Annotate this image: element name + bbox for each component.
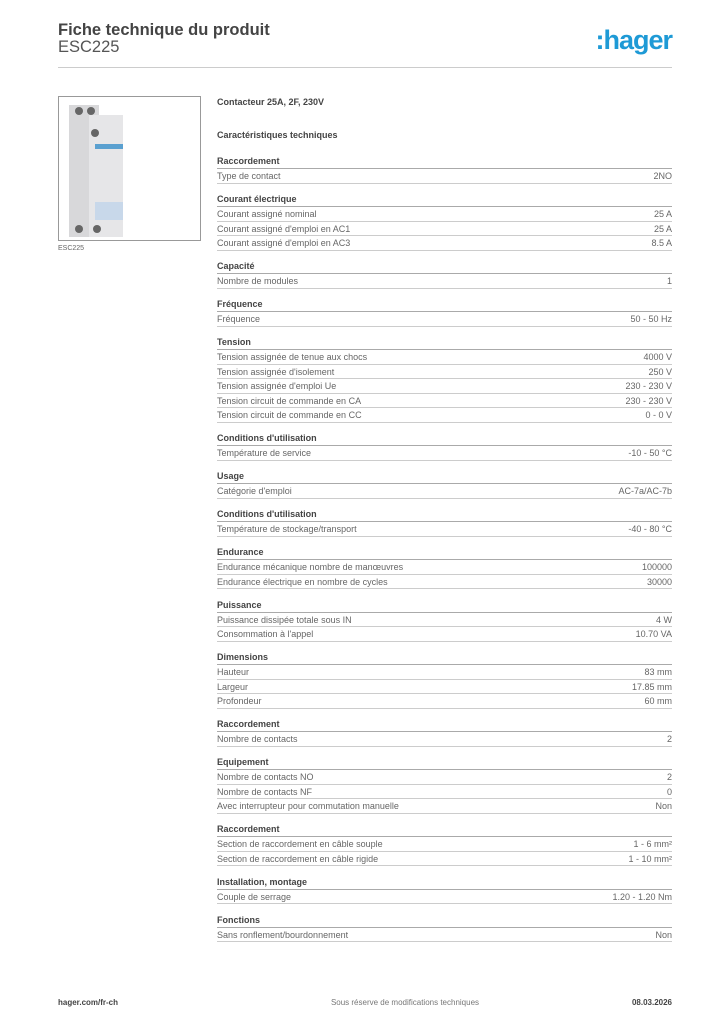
section-title: Conditions d'utilisation [217,432,672,446]
spec-row [217,394,672,409]
section-title: Conditions d'utilisation [217,508,672,522]
spec-label: Nombre de contacts NO [217,772,314,782]
spec-label: Type de contact [217,171,281,181]
spec-section [217,876,672,905]
spec-label: Catégorie d'emploi [217,486,292,496]
spec-section [217,336,672,423]
spec-row [217,350,672,365]
section-title: Fréquence [217,298,672,312]
spec-value: 25 A [653,223,672,234]
spec-label: Profondeur [217,696,262,706]
spec-row [217,222,672,237]
header-divider [58,67,672,68]
spec-label: Tension assignée d'emploi Ue [217,381,337,391]
spec-label: Nombre de contacts [217,734,298,744]
spec-label: Tension assignée d'isolement [217,366,335,377]
spec-value: 230 - 230 V [625,381,672,391]
spec-row [217,408,672,423]
spec-row [217,274,672,289]
spec-row [217,522,672,537]
spec-row [217,732,672,747]
spec-label: Température de stockage/transport [217,524,357,534]
spec-value: 2 [666,772,672,782]
spec-row [217,207,672,222]
spec-section [217,718,672,747]
spec-label: Largeur [217,681,249,692]
spec-row [217,312,672,327]
spec-value: 4000 V [643,352,672,362]
spec-row [217,484,672,499]
spec-label: Tension circuit de commande en CC [217,410,362,420]
spec-value: -40 - 80 °C [628,524,672,534]
spec-row [217,560,672,575]
section-title: Installation, montage [217,876,672,890]
spec-label: Section de raccordement en câble souple [217,839,383,849]
spec-section [217,193,672,251]
spec-value: 25 A [653,209,672,219]
spec-row [217,627,672,642]
spec-label: Consommation à l'appel [217,629,314,639]
footer-disclaimer: Sous réserve de modifications techniques [330,998,480,1007]
spec-section [217,508,672,537]
spec-content [217,96,672,952]
spec-value: 0 - 0 V [645,410,672,420]
spec-label: Température de service [217,448,312,458]
spec-value: Non [655,801,672,811]
spec-row [217,575,672,590]
hager-logo: :hager [595,25,672,55]
spec-label: Hauteur [217,667,250,677]
spec-value: 2NO [653,171,672,181]
spec-section [217,470,672,499]
spec-label: Courant assigné d'emploi en AC1 [217,223,351,234]
spec-section [217,914,672,943]
spec-row [217,169,672,184]
spec-value: Non [655,929,672,940]
spec-label: Sans ronflement/bourdonnement [217,929,349,940]
spec-row [217,770,672,785]
footer-website-link[interactable]: hager.com/fr-ch [58,998,119,1007]
spec-section [217,756,672,814]
spec-section [217,546,672,589]
section-title: Capacité [217,260,672,274]
spec-label: Tension circuit de commande en CA [217,395,362,406]
section-title: Courant électrique [217,193,672,207]
spec-value: 250 V [648,366,672,377]
spec-label: Puissance dissipée totale sous IN [217,614,352,625]
spec-value: 50 - 50 Hz [630,314,672,324]
spec-value: AC-7a/AC-7b [618,486,672,496]
spec-row [217,379,672,394]
spec-row [217,785,672,800]
product-image [58,96,201,241]
section-title: Dimensions [217,651,672,665]
section-title: Fonctions [217,914,672,928]
spec-section [217,432,672,461]
section-title: Endurance [217,546,672,560]
spec-section [217,823,672,866]
spec-row [217,236,672,251]
spec-value: 1 - 10 mm² [628,853,672,864]
image-caption: ESC225 [58,245,85,252]
product-reference: ESC225 [58,38,120,56]
section-title: Raccordement [217,718,672,732]
spec-value: 8.5 A [651,238,672,248]
section-title: Usage [217,470,672,484]
product-description: Contacteur 25A, 2F, 230V [217,97,325,107]
footer-date: 08.03.2026 [631,998,672,1007]
spec-value: 0 [666,786,672,797]
spec-value: 17.85 mm [631,681,672,692]
spec-section [217,651,672,709]
section-title: Tension [217,336,672,350]
spec-label: Endurance électrique en nombre de cycles [217,576,388,587]
spec-value: 1 - 6 mm² [633,839,672,849]
spec-label: Endurance mécanique nombre de manœuvres [217,562,404,572]
spec-label: Section de raccordement en câble rigide [217,853,379,864]
section-title: Raccordement [217,823,672,837]
spec-label: Courant assigné nominal [217,209,317,219]
section-title: Puissance [217,599,672,613]
spec-row [217,928,672,943]
page-title: Fiche technique du produit [58,21,270,39]
spec-section [217,298,672,327]
footer [58,998,672,1007]
spec-row [217,890,672,905]
spec-row [217,446,672,461]
spec-label: Fréquence [217,314,261,324]
spec-value: 230 - 230 V [625,395,672,406]
spec-row [217,852,672,867]
spec-label: Nombre de contacts NF [217,786,313,797]
spec-section [217,260,672,289]
spec-label: Couple de serrage [217,891,292,902]
spec-value: 83 mm [644,667,672,677]
spec-value: -10 - 50 °C [628,448,672,458]
spec-value: 1 [666,276,672,286]
spec-value: 30000 [646,576,672,587]
spec-label: Nombre de modules [217,276,299,286]
spec-row [217,665,672,680]
spec-label: Avec interrupteur pour commutation manuelle [217,801,399,811]
spec-value: 2 [666,734,672,744]
spec-section [217,599,672,642]
spec-value: 60 mm [644,696,672,706]
spec-row [217,613,672,628]
spec-row [217,365,672,380]
spec-value: 4 W [655,614,672,625]
specs-heading: Caractéristiques techniques [217,130,338,140]
spec-label: Tension assignée de tenue aux chocs [217,352,368,362]
spec-row [217,694,672,709]
spec-value: 1.20 - 1.20 Nm [612,891,672,902]
spec-row [217,799,672,814]
spec-value: 10.70 VA [635,629,672,639]
spec-row [217,680,672,695]
spec-row [217,837,672,852]
section-title: Equipement [217,756,672,770]
spec-label: Courant assigné d'emploi en AC3 [217,238,351,248]
spec-value: 100000 [641,562,672,572]
section-title: Raccordement [217,155,672,169]
spec-section [217,155,672,184]
